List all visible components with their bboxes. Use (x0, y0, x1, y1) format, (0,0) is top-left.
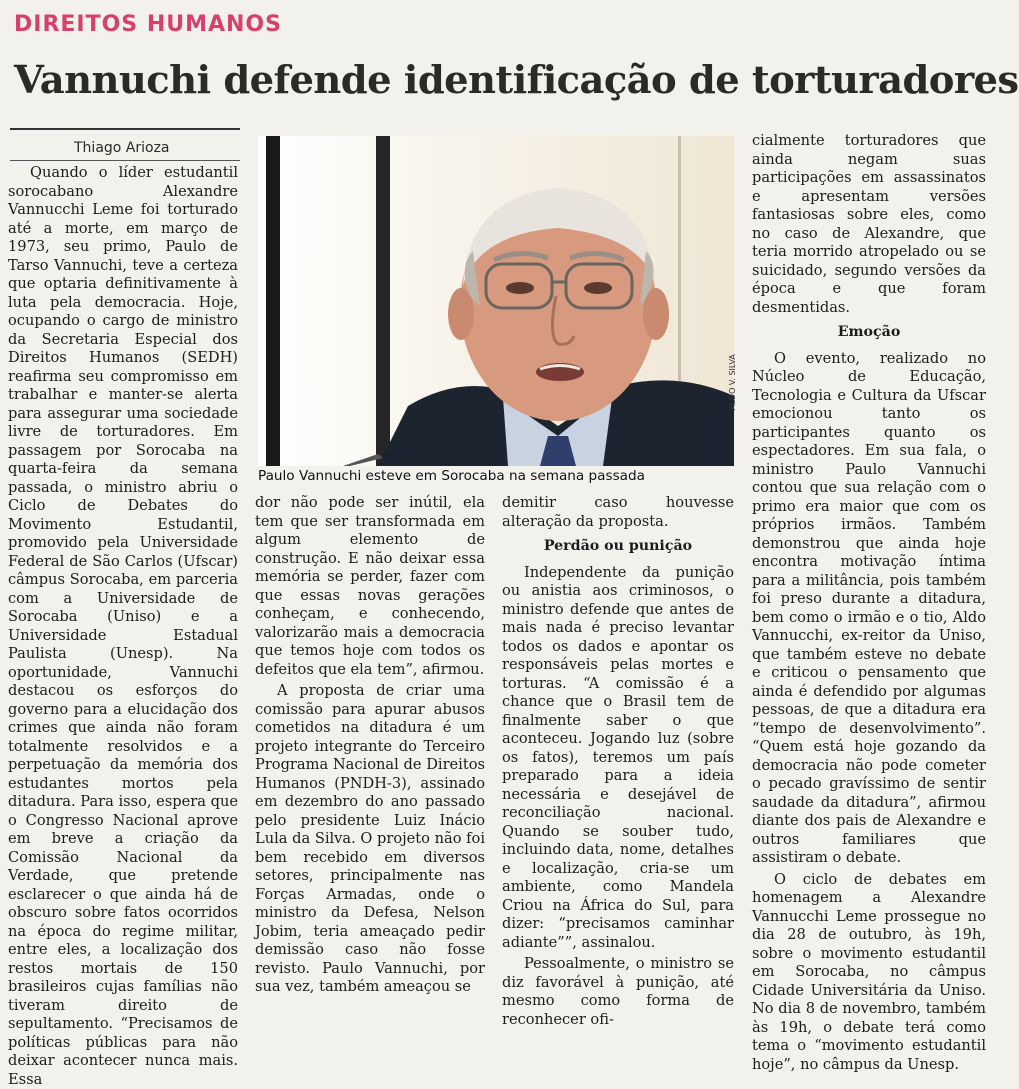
paragraph: Quando o líder estudantil sorocabano Alexandre Vannucchi Leme foi torturado até a morte, em março de 1973, seu primo, Paulo de Tarso Vannuchi, teve a certeza que optaria definitivamente à luta pela democracia. Hoje, ocupando o cargo de ministro da Secretaria Especial dos Direitos Humanos (SEDH) reafirma seu compromisso em trabalhar e manter-se alerta para assegurar uma sociedade livre de torturadores. Em passagem por Sorocaba na quarta-feira da semana passada, o ministro abriu o Ciclo de Debates do Movimento Estudantil, promovido pela Universidade Federal de São Carlos (Ufscar) câmpus Sorocaba, em parceria com a Universidade de Sorocaba (Uniso) e a Universidade Estadual Paulista (Unesp). Na oportunidade, Vannuchi destacou os esforços do governo para a elucidação dos crimes que ainda não foram totalmente resolvidos e a perpetuação da memória dos estudantes mortos pela ditadura. Para isso, espera que o Congresso Nacional aprove em breve a criação da Comissão Nacional da Verdade, que pretende esclarecer o que ainda há de obscuro sobre fatos ocorridos na época do regime militar, entre eles, a localização dos restos mortais de 150 brasileiros cujas famílias não tiveram direito de sepultamento. “Precisamos de políticas públicas para não deixar acontecer nunca mais. Essa (8, 164, 238, 1088)
photo-credit: ALDO V. SILVA (728, 354, 737, 410)
byline: Thiago Arioza (74, 140, 170, 156)
article-column-1 (8, 164, 238, 1088)
portrait-illustration (258, 136, 734, 466)
byline-rule-top (10, 128, 240, 130)
paragraph: demitir caso houvesse alteração da proposta. (502, 494, 734, 530)
byline-rule-bottom (10, 160, 240, 161)
paragraph: O ciclo de debates em homenagem a Alexandre Vannucchi Leme prossegue no dia 28 de outubro, às 19h, sobre o movimento estudantil em Sorocaba, no câmpus Cidade Universitária da Uniso. No dia 8 de novembro, também às 19h, o debate terá como tema o “movimento estudantil hoje”, no câmpus da Unesp. (752, 870, 986, 1073)
article-column-4 (752, 132, 986, 1073)
paragraph: O evento, realizado no Núcleo de Educação, Tecnologia e Cultura da Ufscar emocionou tanto os participantes quanto os espectadores. Em sua fala, o ministro Paulo Vannuchi contou que sua relação com o primo era maior que com os próprios irmãos. Também demonstrou que ainda hoje encontra motivação íntima para a militância, pois também foi preso durante a ditadura, bem como o irmão e o tio, Aldo Vannucchi, ex-reitor da Uniso, que também esteve no debate e criticou o pensamento que ainda é defendido por algumas pessoas, de que a ditadura era “tempo de desenvolvimento”. “Quem está hoje gozando da democracia não pode cometer o pecado gravíssimo de sentir saudade da ditadura”, afirmou diante dos pais de Alexandre e outros familiares que assistiram o debate. (752, 349, 986, 866)
paragraph: cialmente torturadores que ainda negam suas participações em assassinatos e apresentam versões fantasiosas sobre eles, como no caso de Alexandre, que teria morrido atropelado ou se suicidado, segundo versões da época e que foram desmentidas. (752, 132, 986, 316)
article-column-2 (255, 494, 485, 995)
photo-caption: Paulo Vannuchi esteve em Sorocaba na semana passada (258, 468, 645, 484)
paragraph: A proposta de criar uma comissão para apurar abusos cometidos na ditadura é um projeto integrante do Terceiro Programa Nacional de Direitos Humanos (PNDH-3), assinado em dezembro do ano passado pelo presidente Luiz Inácio Lula da Silva. O projeto não foi bem recebido em diversos setores, principalmente nas Forças Armadas, onde o ministro da Defesa, Nelson Jobim, teria ameaçado pedir demissão caso não fosse revisto. Paulo Vannuchi, por sua vez, também ameaçou se (255, 682, 485, 995)
article-column-3 (502, 494, 734, 1028)
subheading: Perdão ou punição (543, 538, 693, 554)
article-photo (258, 136, 734, 466)
paragraph: Independente da punição ou anistia aos criminosos, o ministro defende que antes de mais nada é preciso levantar todos os dados e apontar os responsáveis pelas mortes e torturas. “A comissão é a chance que o Brasil tem de finalmente saber o que aconteceu. Jogando luz (sobre os fatos), teremos um país preparado para a ideia necessária e desejável de reconciliação nacional. Quando se souber tudo, incluindo data, nome, detalhes e localização, cria-se um ambiente, como Mandela Criou na África do Sul, para dizer: “precisamos caminhar adiante””, assinalou. (502, 563, 734, 951)
headline: Vannuchi defende identificação de torturadores (14, 58, 1019, 103)
subheading: Emoção (837, 324, 901, 340)
section-tag: DIREITOS HUMANOS (14, 12, 282, 37)
paragraph: Pessoalmente, o ministro se diz favorável à punição, até mesmo como forma de reconhecer ofi- (502, 955, 734, 1028)
paragraph: dor não pode ser inútil, ela tem que ser transformada em algum elemento de construção. E não deixar essa memória se perder, fazer com que essas novas gerações conheçam, e conhecendo, valorizarão mais a democracia que temos hoje com todos os defeitos que ela tem”, afirmou. (255, 494, 485, 678)
